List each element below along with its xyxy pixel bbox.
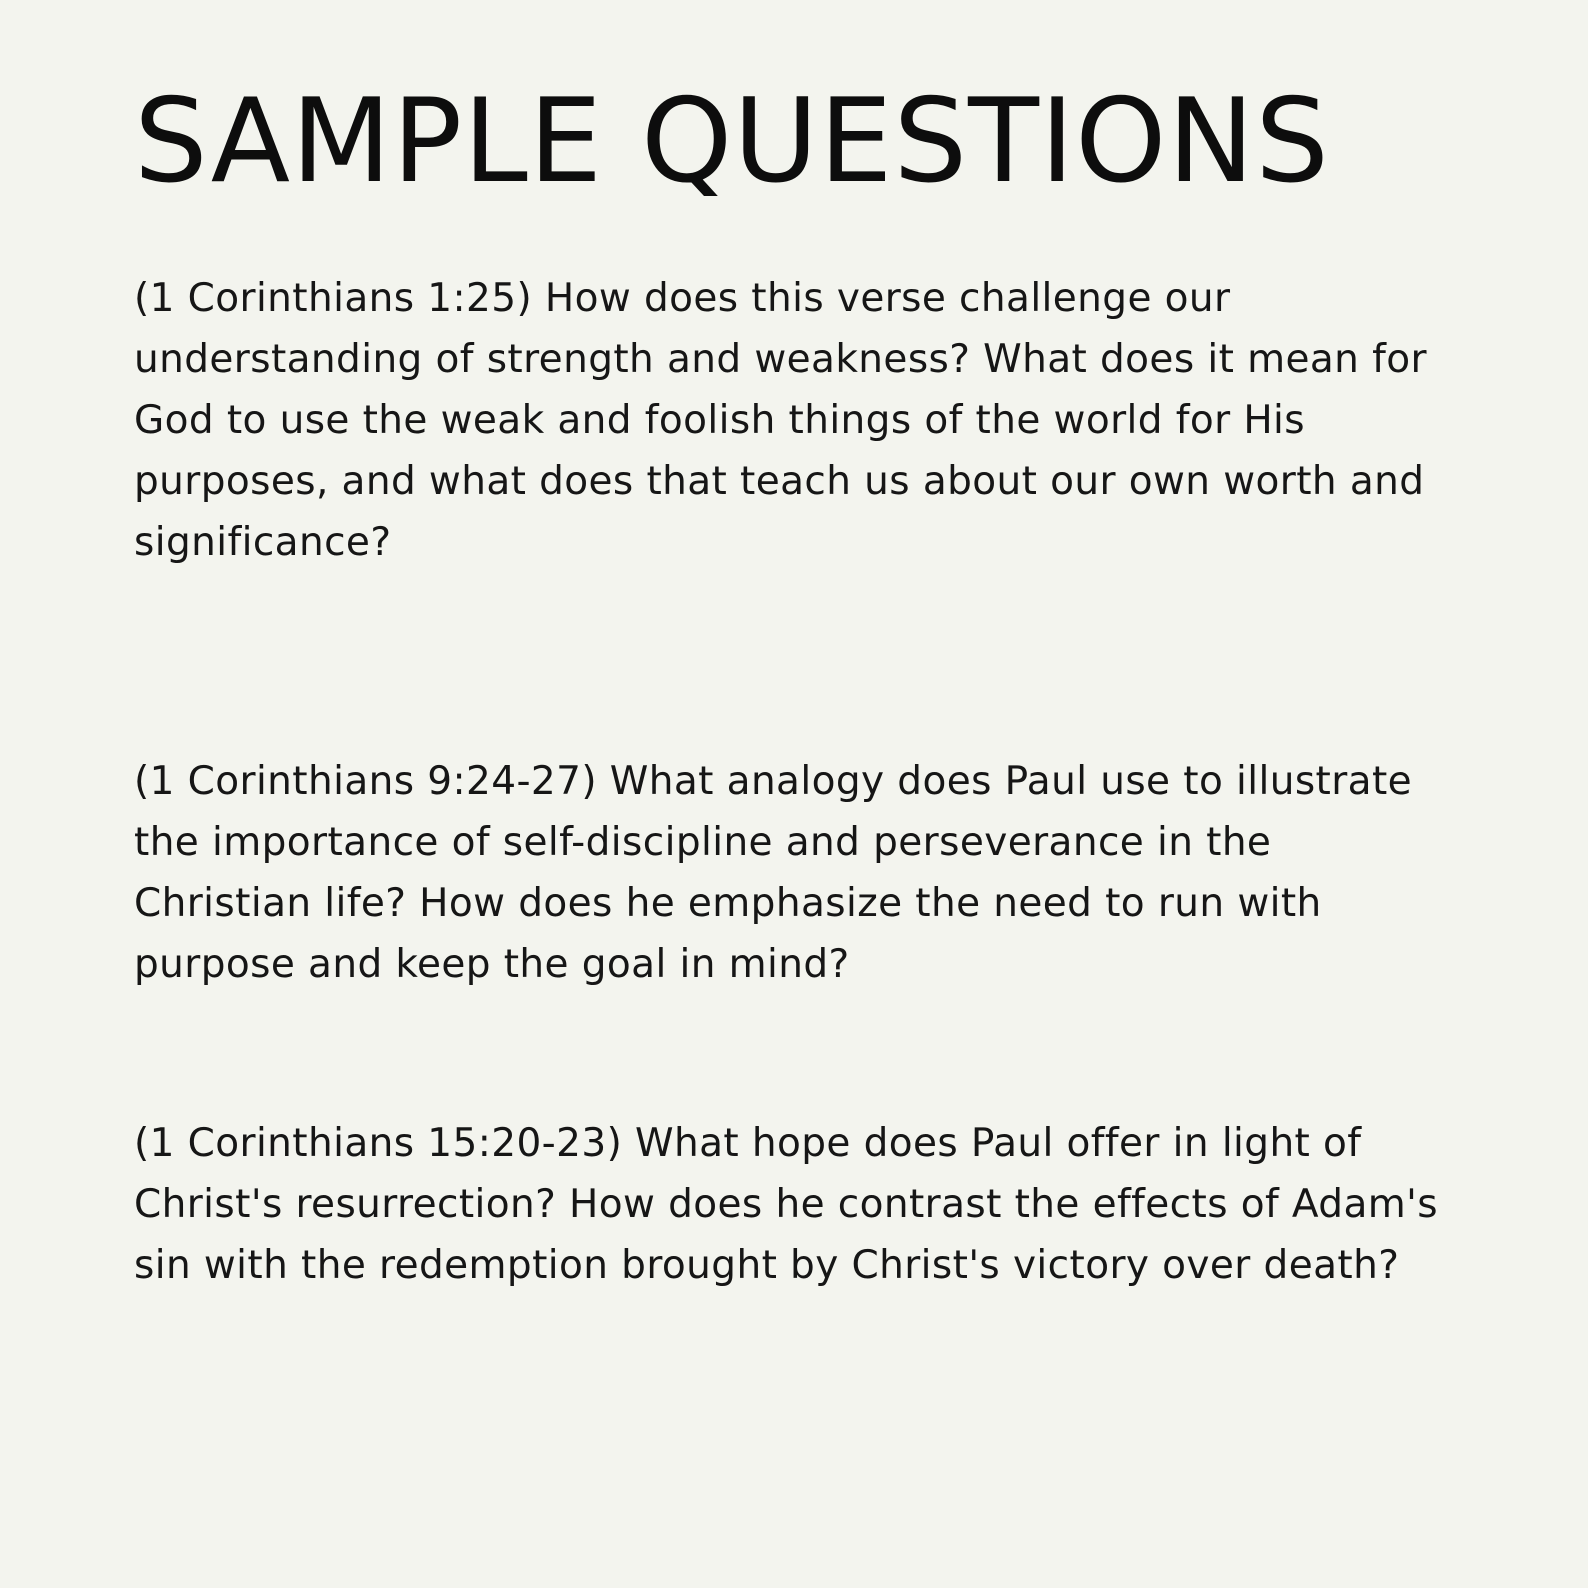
question-1: (1 Corinthians 1:25) How does this verse challenge our understanding of strength and weakness? What does it mean for God to use the weak and foolish things of the world for His purposes, and what does that teach us about our own worth and significance? bbox=[134, 276, 1427, 565]
page-title: SAMPLE QUESTIONS bbox=[134, 74, 1330, 209]
question-3: (1 Corinthians 15:20-23) What hope does Paul offer in light of Christ's resurrection? How does he contrast the effects of Adam's sin with the redemption brought by Christ's victory over death? bbox=[134, 1121, 1438, 1288]
question-2: (1 Corinthians 9:24-27) What analogy does Paul use to illustrate the importance of self-discipline and perseverance in the Christian life? How does he emphasize the need to run with purpose and keep the goal in mind? bbox=[134, 759, 1413, 987]
